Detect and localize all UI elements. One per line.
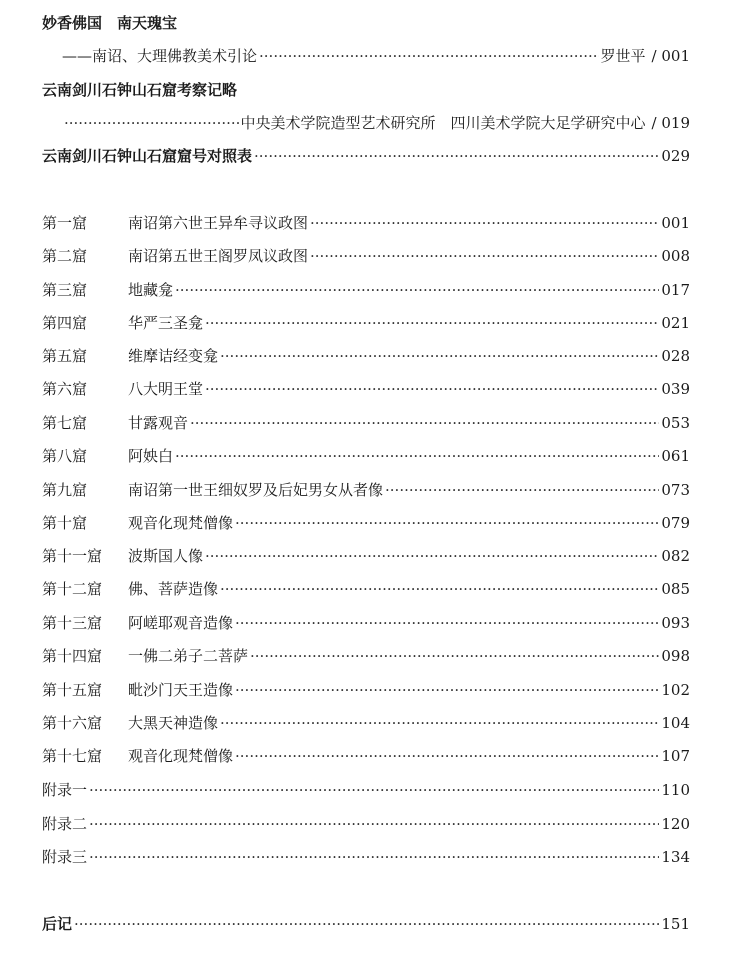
entry-chapter: 第十七窟 [42, 747, 103, 765]
entry-page: 073 [661, 481, 690, 499]
entry-chapter: 第三窟 [42, 281, 88, 299]
leader-dots [64, 112, 239, 134]
entry-title: 南诏第五世王阁罗凤议政图 [128, 247, 309, 265]
toc-entry-survey-title[interactable] [42, 79, 702, 101]
entry-title: 佛、菩萨造像 [128, 580, 219, 598]
toc-entry-appendix-2[interactable] [42, 813, 690, 835]
leader-dots [259, 45, 599, 67]
toc-entry-intro-title[interactable] [42, 12, 702, 34]
entry-page: 104 [661, 714, 690, 732]
entry-chapter: 第五窟 [42, 347, 88, 365]
entry-page: 120 [661, 815, 690, 833]
entry-page: 053 [661, 414, 690, 432]
leader-dots [89, 846, 659, 868]
leader-dots [235, 612, 659, 634]
entry-page: / 019 [651, 114, 690, 132]
entry-title: 南诏第六世王异牟寻议政图 [128, 214, 309, 232]
entry-chapter: 第十一窟 [42, 547, 103, 565]
toc-entry-cave-8[interactable] [42, 445, 690, 467]
entry-title: 华严三圣龛 [128, 314, 204, 332]
toc-entry-cave-7[interactable] [42, 412, 690, 434]
entry-title: 阿嵯耶观音造像 [128, 614, 234, 632]
toc-entry-appendix-1[interactable] [42, 779, 690, 801]
entry-title: 云南剑川石钟山石窟考察记略 [42, 81, 238, 99]
entry-chapter: 第八窟 [42, 447, 88, 465]
leader-dots [205, 378, 659, 400]
entry-title: 云南剑川石钟山石窟窟号对照表 [42, 147, 253, 165]
entry-page: 151 [661, 915, 690, 933]
entry-chapter: 第六窟 [42, 380, 88, 398]
leader-dots [74, 913, 659, 935]
leader-dots [235, 512, 659, 534]
entry-title: 甘露观音 [128, 414, 189, 432]
entry-title: 波斯国人像 [128, 547, 204, 565]
entry-chapter: 第四窟 [42, 314, 88, 332]
entry-title: 妙香佛国 南天瑰宝 [42, 14, 178, 32]
leader-dots [190, 412, 659, 434]
entry-page: 008 [661, 247, 690, 265]
leader-dots [310, 245, 659, 267]
leader-dots [385, 479, 659, 501]
entry-page: 085 [661, 580, 690, 598]
leader-dots [220, 578, 659, 600]
entry-title: 南诏第一世王细奴罗及后妃男女从者像 [128, 481, 384, 499]
entry-title: 附录三 [42, 848, 88, 866]
entry-subtitle: ——南诏、大理佛教美术引论 [62, 47, 258, 65]
entry-page: 082 [661, 547, 690, 565]
entry-page: / 001 [651, 47, 690, 65]
leader-dots [205, 312, 659, 334]
toc-entry-cave-16[interactable] [42, 712, 690, 734]
entry-page: 093 [661, 614, 690, 632]
toc-entry-cave-17[interactable] [42, 745, 690, 767]
entry-title: 观音化现梵僧像 [128, 747, 234, 765]
toc-entry-cave-11[interactable] [42, 545, 690, 567]
toc-entry-cave-14[interactable] [42, 645, 690, 667]
entry-chapter: 第十窟 [42, 514, 88, 532]
entry-page: 017 [661, 281, 690, 299]
entry-page: 039 [661, 380, 690, 398]
toc-entry-cave-4[interactable] [42, 312, 690, 334]
leader-dots [220, 712, 659, 734]
entry-title: 大黑天神造像 [128, 714, 219, 732]
entry-title: 阿姎白 [128, 447, 174, 465]
toc-entry-intro-subtitle[interactable] [62, 45, 690, 67]
toc-entry-cave-13[interactable] [42, 612, 690, 634]
toc-entry-cave-9[interactable] [42, 479, 690, 501]
entry-page: 110 [661, 781, 690, 799]
entry-title: 毗沙门天王造像 [128, 681, 234, 699]
toc-entry-cave-15[interactable] [42, 679, 690, 701]
entry-title: 维摩诘经变龛 [128, 347, 219, 365]
entry-chapter: 第一窟 [42, 214, 88, 232]
entry-author: 罗世平 [600, 47, 646, 65]
entry-page: 134 [661, 848, 690, 866]
entry-chapter: 第九窟 [42, 481, 88, 499]
entry-chapter: 第十六窟 [42, 714, 103, 732]
toc-entry-cave-10[interactable] [42, 512, 690, 534]
entry-page: 061 [661, 447, 690, 465]
entry-page: 079 [661, 514, 690, 532]
entry-page: 107 [661, 747, 690, 765]
leader-dots [310, 212, 659, 234]
leader-dots [175, 445, 659, 467]
toc-entry-cave-1[interactable] [42, 212, 690, 234]
entry-chapter: 第十三窟 [42, 614, 103, 632]
toc-entry-cave-3[interactable] [42, 279, 690, 301]
toc-entry-cave-6[interactable] [42, 378, 690, 400]
toc-entry-appendix-3[interactable] [42, 846, 690, 868]
leader-dots [235, 679, 659, 701]
entry-title: 后记 [42, 915, 73, 933]
leader-dots [235, 745, 659, 767]
entry-title: 附录一 [42, 781, 88, 799]
entry-chapter: 第十四窟 [42, 647, 103, 665]
entry-page: 098 [661, 647, 690, 665]
entry-title: 八大明王堂 [128, 380, 204, 398]
leader-dots [175, 279, 659, 301]
leader-dots [254, 145, 659, 167]
toc-entry-cave-5[interactable] [42, 345, 690, 367]
toc-entry-afterword[interactable] [42, 913, 690, 935]
entry-title: 地藏龛 [128, 281, 174, 299]
entry-chapter: 第七窟 [42, 414, 88, 432]
toc-entry-survey-authors[interactable] [62, 112, 690, 134]
leader-dots [205, 545, 659, 567]
entry-page: 028 [661, 347, 690, 365]
entry-chapter: 第二窟 [42, 247, 88, 265]
entry-author: 中央美术学院造型艺术研究所 四川美术学院大足学研究中心 [240, 114, 646, 132]
leader-dots [89, 779, 659, 801]
entry-page: 102 [661, 681, 690, 699]
entry-chapter: 第十二窟 [42, 580, 103, 598]
entry-page: 021 [661, 314, 690, 332]
leader-dots [220, 345, 659, 367]
entry-title: 附录二 [42, 815, 88, 833]
entry-page: 029 [661, 147, 690, 165]
leader-dots [89, 813, 659, 835]
entry-title: 一佛二弟子二菩萨 [128, 647, 249, 665]
entry-page: 001 [661, 214, 690, 232]
leader-dots [250, 645, 659, 667]
toc-entry-cave-12[interactable] [42, 578, 690, 600]
entry-title: 观音化现梵僧像 [128, 514, 234, 532]
toc-entry-cave-2[interactable] [42, 245, 690, 267]
entry-chapter: 第十五窟 [42, 681, 103, 699]
toc-entry-cave-table[interactable] [42, 145, 690, 167]
